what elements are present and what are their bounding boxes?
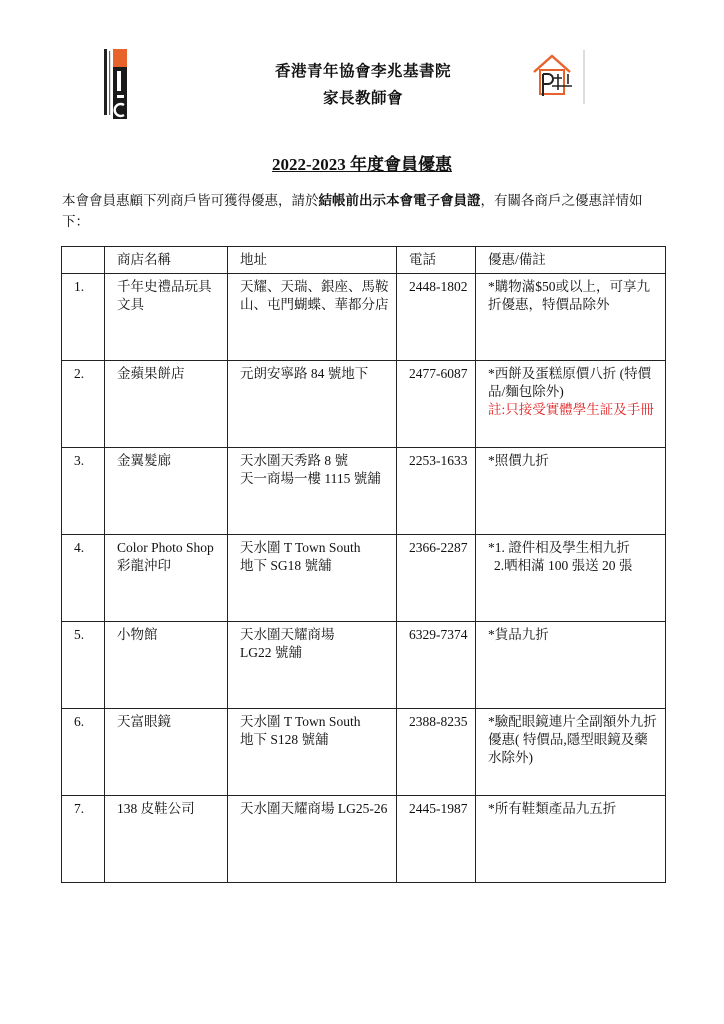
shop-address-line1: 天水圍 T Town South: [240, 714, 361, 729]
shop-name: 金翼髮廊: [105, 448, 228, 535]
shop-name: 金蘋果餅店: [105, 361, 228, 448]
intro-text-bold: 結帳前出示本會電子會員證: [318, 193, 481, 208]
shop-offer-cell: [476, 361, 666, 448]
document-title: 2022-2023 年度會員優惠: [272, 155, 452, 174]
header-cell-name: 商店名稱: [105, 247, 228, 274]
table-row: [62, 448, 666, 535]
row-number: 3.: [62, 448, 105, 535]
shop-phone: 2366-2287: [397, 535, 476, 622]
organization-name: [230, 58, 496, 112]
intro-text-before: 本會會員惠顧下列商戶皆可獲得優惠，請於: [62, 193, 319, 208]
shop-offer-line2: 2.晒相滿 100 張送 20 張: [494, 558, 633, 573]
shop-address: 天水圍天耀商場 LG25-26: [228, 796, 397, 883]
shop-offer: *所有鞋類產品九五折: [476, 796, 666, 883]
shop-address-cell: [228, 448, 397, 535]
table-header-row: [62, 247, 666, 274]
ilc-logo: [104, 49, 128, 119]
shop-offer: *貨品九折: [476, 622, 666, 709]
shop-offer: *照價九折: [476, 448, 666, 535]
shop-offer: *西餅及蛋糕原價八折 (特價品/麵包除外): [488, 366, 652, 399]
shop-address-cell: [228, 709, 397, 796]
shop-offer-cell: [476, 535, 666, 622]
row-number: 5.: [62, 622, 105, 709]
table-row: [62, 535, 666, 622]
shop-phone: 2477-6087: [397, 361, 476, 448]
table-row: [62, 796, 666, 883]
row-number: 6.: [62, 709, 105, 796]
row-number: 1.: [62, 274, 105, 361]
shop-address-line2: 地下 S128 號舖: [240, 732, 329, 747]
shop-phone: 2253-1633: [397, 448, 476, 535]
shop-address-line2: 地下 SG18 號舖: [240, 558, 332, 573]
shop-name-line2: 彩龍沖印: [117, 558, 171, 573]
pta-logo: [528, 50, 590, 104]
org-name-line2: 家長教師會: [322, 89, 403, 107]
shop-address-cell: [228, 622, 397, 709]
shop-name-cell: [105, 535, 228, 622]
shop-offer: *購物滿$50或以上，可享九折優惠，特價品除外: [476, 274, 666, 361]
row-number: 7.: [62, 796, 105, 883]
shop-phone: 2448-1802: [397, 274, 476, 361]
shop-name: 小物館: [105, 622, 228, 709]
shop-address-cell: [228, 535, 397, 622]
intro-text-after: ，有關各商戶之優惠詳情如下：: [62, 193, 643, 229]
shop-address: 天耀、天瑞、銀座、馬鞍山、屯門蝴蝶、華都分店: [228, 274, 397, 361]
table-row: [62, 622, 666, 709]
row-number: 4.: [62, 535, 105, 622]
shop-phone: 2445-1987: [397, 796, 476, 883]
org-name-line1: 香港青年協會李兆基書院: [274, 62, 451, 80]
shop-address-line2: 天一商場一樓 1115 號舖: [240, 471, 381, 486]
shop-address-line1: 天水圍 T Town South: [240, 540, 361, 555]
shop-name: 天富眼鏡: [105, 709, 228, 796]
table-row: [62, 361, 666, 448]
intro-paragraph: [62, 190, 666, 232]
offer-note: 註:只接受實體學生証及手冊: [488, 402, 654, 417]
shop-phone: 6329-7374: [397, 622, 476, 709]
shop-name-line1: Color Photo Shop: [117, 540, 214, 555]
shop-phone: 2388-8235: [397, 709, 476, 796]
row-number: 2.: [62, 361, 105, 448]
shop-offer: *驗配眼鏡連片全副額外九折優惠( 特價品,隱型眼鏡及藥水除外): [476, 709, 666, 796]
table-row: [62, 274, 666, 361]
shop-address: 元朗安寧路 84 號地下: [228, 361, 397, 448]
shop-name: 138 皮鞋公司: [105, 796, 228, 883]
shop-name: 千年史禮品玩具文具: [105, 274, 228, 361]
shop-address-line2: LG22 號舖: [240, 645, 302, 660]
header-cell-address: 地址: [228, 247, 397, 274]
header-cell-no: [62, 247, 105, 274]
shop-address-line1: 天水圍天秀路 8 號: [240, 453, 348, 468]
header-cell-offer: 優惠/備註: [476, 247, 666, 274]
table-row: [62, 709, 666, 796]
offers-table: [61, 246, 666, 883]
header-cell-phone: 電話: [397, 247, 476, 274]
shop-address-line1: 天水圍天耀商場: [240, 627, 335, 642]
shop-offer-line1: *1. 證件相及學生相九折: [488, 540, 630, 555]
